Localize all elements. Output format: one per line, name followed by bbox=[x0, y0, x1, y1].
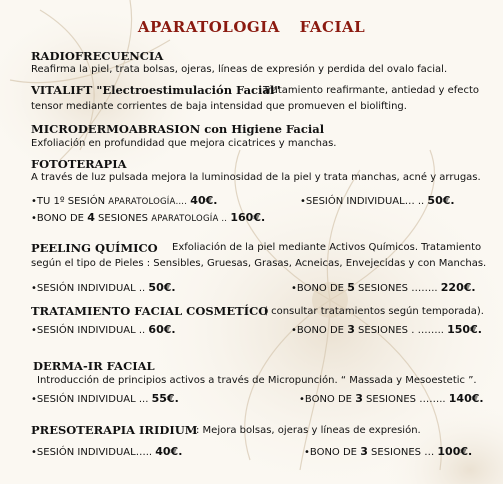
price-label: •SESIÓN INDIVIDUAL….. bbox=[31, 447, 153, 458]
price-value: 60€. bbox=[148, 323, 176, 336]
price-value: 160€. bbox=[230, 211, 266, 224]
radiofrecuencia-desc: Reafirma la piel, trata bolsas, ojeras, líneas de expresión y perdida del ovalo facial. bbox=[31, 64, 448, 75]
price-label: •BONO DE bbox=[291, 283, 345, 294]
fototerapia-desc: A través de luz pulsada mejora la luminosidad de la piel y trata manchas, acné y arrugas. bbox=[31, 172, 481, 183]
price-count: 3 bbox=[347, 323, 355, 336]
peeling-desc-2: según el tipo de Pieles : Sensibles, Gruesas, Grasas, Acneicas, Envejecidas y con Manchas. bbox=[31, 258, 487, 269]
dermair-price-individual bbox=[31, 392, 179, 405]
cosmetico-heading: TRATAMIENTO FACIAL COSMETÍCO bbox=[31, 304, 269, 318]
price-label: •BONO DE bbox=[291, 325, 345, 336]
vitalift-desc-1: Tratamiento reafirmante, antiedad y efecto bbox=[263, 85, 479, 96]
dermair-desc: Introducción de principios activos a través de Micropunción. “ Massada y Mesoestetic ”. bbox=[37, 375, 477, 386]
price-label-small: APARATOLOGÍA .. bbox=[151, 214, 228, 224]
price-value: 40€. bbox=[190, 194, 218, 207]
price-count: 3 bbox=[360, 445, 368, 458]
price-value: 50€. bbox=[148, 281, 176, 294]
price-label-small: APARATOLOGÍA…. bbox=[108, 197, 188, 207]
presoterapia-heading: PRESOTERAPIA IRIDIUM bbox=[31, 423, 198, 437]
peeling-price-bono bbox=[291, 281, 476, 294]
price-label-rest: SESIONES …….. bbox=[366, 394, 446, 405]
price-count: 4 bbox=[87, 211, 95, 224]
price-label: •BONO DE bbox=[31, 213, 85, 224]
vitalift-heading: VITALIFT "Electroestimulación Facial" bbox=[31, 83, 281, 97]
microdermo-heading: MICRODERMOABRASION con Higiene Facial bbox=[31, 122, 325, 136]
cosmetico-price-individual bbox=[31, 323, 176, 336]
fototerapia-price-bono bbox=[31, 211, 265, 224]
price-value: 220€. bbox=[440, 281, 476, 294]
peeling-price-individual bbox=[31, 281, 176, 294]
price-label-rest: SESIONES bbox=[98, 213, 149, 224]
peeling-heading: PEELING QUÍMICO bbox=[31, 241, 158, 255]
cosmetico-note: ( consultar tratamientos según temporada). bbox=[264, 306, 484, 317]
presoterapia-desc: : Mejora bolsas, ojeras y líneas de expresión. bbox=[196, 425, 421, 436]
radiofrecuencia-heading: RADIOFRECUENCIA bbox=[31, 49, 164, 63]
vitalift-desc-2: tensor mediante corrientes de baja intensidad que promueven el biolifting. bbox=[31, 101, 407, 112]
price-value: 150€. bbox=[447, 323, 482, 336]
price-label: •BONO DE bbox=[299, 394, 353, 405]
price-value: 50€. bbox=[427, 194, 455, 207]
peeling-desc-1: Exfoliación de la piel mediante Activos Químicos. Tratamiento bbox=[172, 242, 482, 253]
price-label-rest: SESIONES … bbox=[371, 447, 435, 458]
dermair-heading: DERMA-IR FACIAL bbox=[33, 359, 155, 373]
price-label: •SESIÓN INDIVIDUAL ... bbox=[31, 394, 149, 405]
price-value: 55€. bbox=[151, 392, 179, 405]
microdermo-desc: Exfoliación en profundidad que mejora cicatrices y manchas. bbox=[31, 138, 337, 149]
fototerapia-heading: FOTOTERAPIA bbox=[31, 157, 127, 171]
dermair-price-bono bbox=[299, 392, 484, 405]
price-value: 40€. bbox=[155, 445, 183, 458]
price-label: •SESIÓN INDIVIDUAL .. bbox=[31, 325, 146, 336]
page-title: APARATOLOGIA FACIAL bbox=[137, 18, 366, 36]
presoterapia-price-individual bbox=[31, 445, 182, 458]
price-label: •SESIÓN INDIVIDUAL… .. bbox=[300, 196, 425, 207]
price-count: 5 bbox=[347, 281, 355, 294]
fototerapia-price-first-session bbox=[31, 194, 217, 207]
price-label: •BONO DE bbox=[304, 447, 358, 458]
price-label: •TU 1º SESIÓN bbox=[31, 196, 106, 207]
fototerapia-price-individual bbox=[300, 194, 455, 207]
price-label-rest: SESIONES . …….. bbox=[358, 325, 444, 336]
presoterapia-price-bono bbox=[304, 445, 472, 458]
price-value: 100€. bbox=[437, 445, 473, 458]
price-count: 3 bbox=[355, 392, 363, 405]
price-value: 140€. bbox=[448, 392, 484, 405]
cosmetico-price-bono bbox=[291, 323, 482, 336]
price-label: •SESIÓN INDIVIDUAL .. bbox=[31, 283, 146, 294]
price-label-rest: SESIONES …….. bbox=[358, 283, 438, 294]
